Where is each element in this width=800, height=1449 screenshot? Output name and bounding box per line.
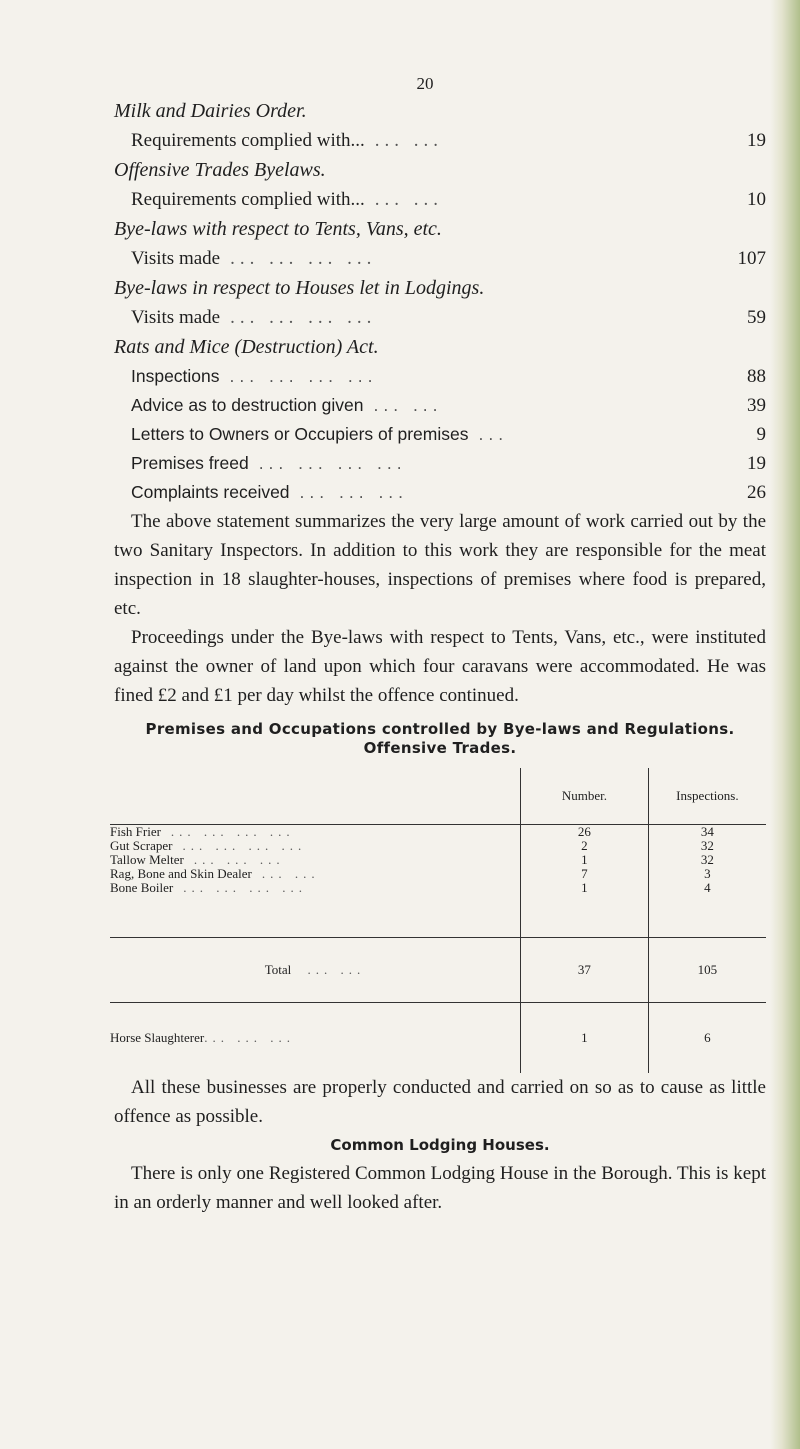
trade-name: Fish Frier: [110, 824, 161, 839]
proceedings-paragraph: Proceedings under the Bye-laws with respect to Tents, Vans, etc., were instituted against the owner of land upon which four caravans were accommodated. He was fined £2 and £1 per day whilst the offence continued.: [114, 627, 766, 706]
leader-dots: ... ...: [261, 867, 320, 881]
offensive-trades-table: [110, 768, 766, 1073]
total-number: 37: [521, 938, 649, 1003]
table-row: [110, 839, 520, 853]
number-cell: 1: [581, 880, 588, 895]
page-edge-stain: [770, 0, 800, 1449]
leader-dots: ... ... ... ...: [183, 881, 307, 895]
number-cell: 7: [581, 866, 588, 881]
summary-paragraph: The above statement summarizes the very large amount of work carried out by the two Sanitary Inspectors. In addition to this work they are responsible for the meat inspection in 18 slaughter-houses, inspections of premises where food is prepared, etc.: [114, 511, 766, 619]
number-cell: 1: [581, 852, 588, 867]
closing-paragraph: All these businesses are properly conducted and carried on so as to cause as little offence as possible.: [114, 1077, 766, 1127]
stat-row: [114, 362, 766, 391]
trade-name: Bone Boiler: [110, 880, 174, 895]
stat-label: Requirements complied with...: [131, 130, 365, 151]
leader-dots: ... ...: [373, 395, 443, 415]
leader-dots: ... ... ... ...: [230, 307, 377, 328]
inspections-column: [648, 825, 766, 938]
section-title: Rats and Mice (Destruction) Act.: [114, 336, 379, 358]
stat-value: 26: [747, 482, 766, 503]
table-row: [110, 881, 520, 895]
leader-dots: ... ... ...: [193, 853, 285, 867]
table-header-row: [110, 768, 766, 825]
stat-row: [114, 303, 766, 332]
total-text: Total: [264, 962, 292, 977]
stat-label: Inspections: [131, 366, 220, 386]
stat-label: Visits made: [131, 307, 221, 328]
leader-dots: ... ... ... ...: [182, 839, 307, 853]
stat-label: Advice as to destruction given: [131, 395, 364, 415]
leader-dots: ... ... ...: [299, 482, 409, 502]
stat-value: 10: [747, 189, 766, 210]
trade-name: Gut Scraper: [110, 838, 173, 853]
leader-dots: ... ... ... ...: [258, 453, 407, 473]
leader-dots: ... ...: [374, 189, 444, 210]
number-column: [521, 825, 649, 938]
stat-value: 9: [756, 424, 766, 445]
section-title: Bye-laws in respect to Houses let in Lodgings.: [114, 277, 485, 299]
trade-name: Horse Slaughterer: [110, 1030, 205, 1045]
stat-value: 39: [747, 395, 766, 416]
table-row: [110, 1003, 766, 1074]
number-cell: 2: [581, 838, 588, 853]
inspections-cell: 4: [704, 880, 711, 895]
stat-row: [114, 420, 766, 449]
stat-row: [114, 449, 766, 478]
section-title: Milk and Dairies Order.: [114, 100, 307, 122]
inspections-cell: 32: [700, 852, 714, 867]
leader-dots: ...: [478, 424, 509, 444]
stat-value: 19: [747, 130, 766, 151]
stat-row: [114, 126, 766, 155]
table-row: [110, 853, 520, 867]
trade-name: Tallow Melter: [110, 852, 184, 867]
table-row: [110, 867, 520, 881]
trade-name: Rag, Bone and Skin Dealer: [110, 866, 252, 881]
stat-value: 19: [747, 453, 766, 474]
stat-label: Visits made: [131, 248, 221, 269]
inspections-cell: 3: [704, 866, 711, 881]
stat-label: Premises freed: [131, 453, 249, 473]
leader-dots: ... ... ... ...: [230, 248, 377, 269]
stat-row: [114, 244, 766, 273]
inspections-cell: 34: [700, 824, 714, 839]
stat-value: 107: [737, 248, 766, 269]
number-cell: 1: [521, 1003, 649, 1074]
section-title: Offensive Trades Byelaws.: [114, 159, 326, 181]
leader-dots: ... ... ...: [204, 1030, 295, 1045]
stat-value: 88: [747, 366, 766, 387]
stat-label: Complaints received: [131, 482, 290, 502]
inspections-cell: 32: [700, 838, 714, 853]
header-number: Number.: [521, 768, 649, 825]
inspections-cell: 6: [648, 1003, 766, 1074]
leader-dots: ... ...: [307, 962, 366, 977]
leader-dots: ... ... ... ...: [229, 366, 378, 386]
table-body: [110, 825, 766, 938]
total-label: [110, 938, 521, 1003]
trade-names: [110, 825, 521, 938]
stat-label: Letters to Owners or Occupiers of premises: [131, 424, 469, 444]
stat-value: 59: [747, 307, 766, 328]
total-inspections: 105: [648, 938, 766, 1003]
header-inspections: Inspections.: [648, 768, 766, 825]
section-title: Bye-laws with respect to Tents, Vans, etc.: [114, 218, 442, 240]
total-row: [110, 938, 766, 1003]
trade-name-cell: [110, 1003, 520, 1073]
stat-row: [114, 185, 766, 214]
stat-row: [114, 478, 766, 507]
leader-dots: ... ... ... ...: [170, 825, 295, 839]
number-cell: 26: [577, 824, 591, 839]
page-number: 20: [416, 74, 434, 93]
lodging-heading: Common Lodging Houses.: [330, 1136, 550, 1154]
table-row: [110, 825, 520, 839]
table-heading: Premises and Occupations controlled by Bye-laws and Regulations. Offensive Trades.: [145, 720, 735, 757]
document-body: [110, 96, 766, 1217]
stat-row: [114, 391, 766, 420]
leader-dots: ... ...: [374, 130, 444, 151]
header-blank: [110, 768, 521, 825]
stat-label: Requirements complied with...: [131, 189, 365, 210]
lodging-paragraph: There is only one Registered Common Lodging House in the Borough. This is kept in an orderly manner and well looked after.: [114, 1163, 766, 1213]
